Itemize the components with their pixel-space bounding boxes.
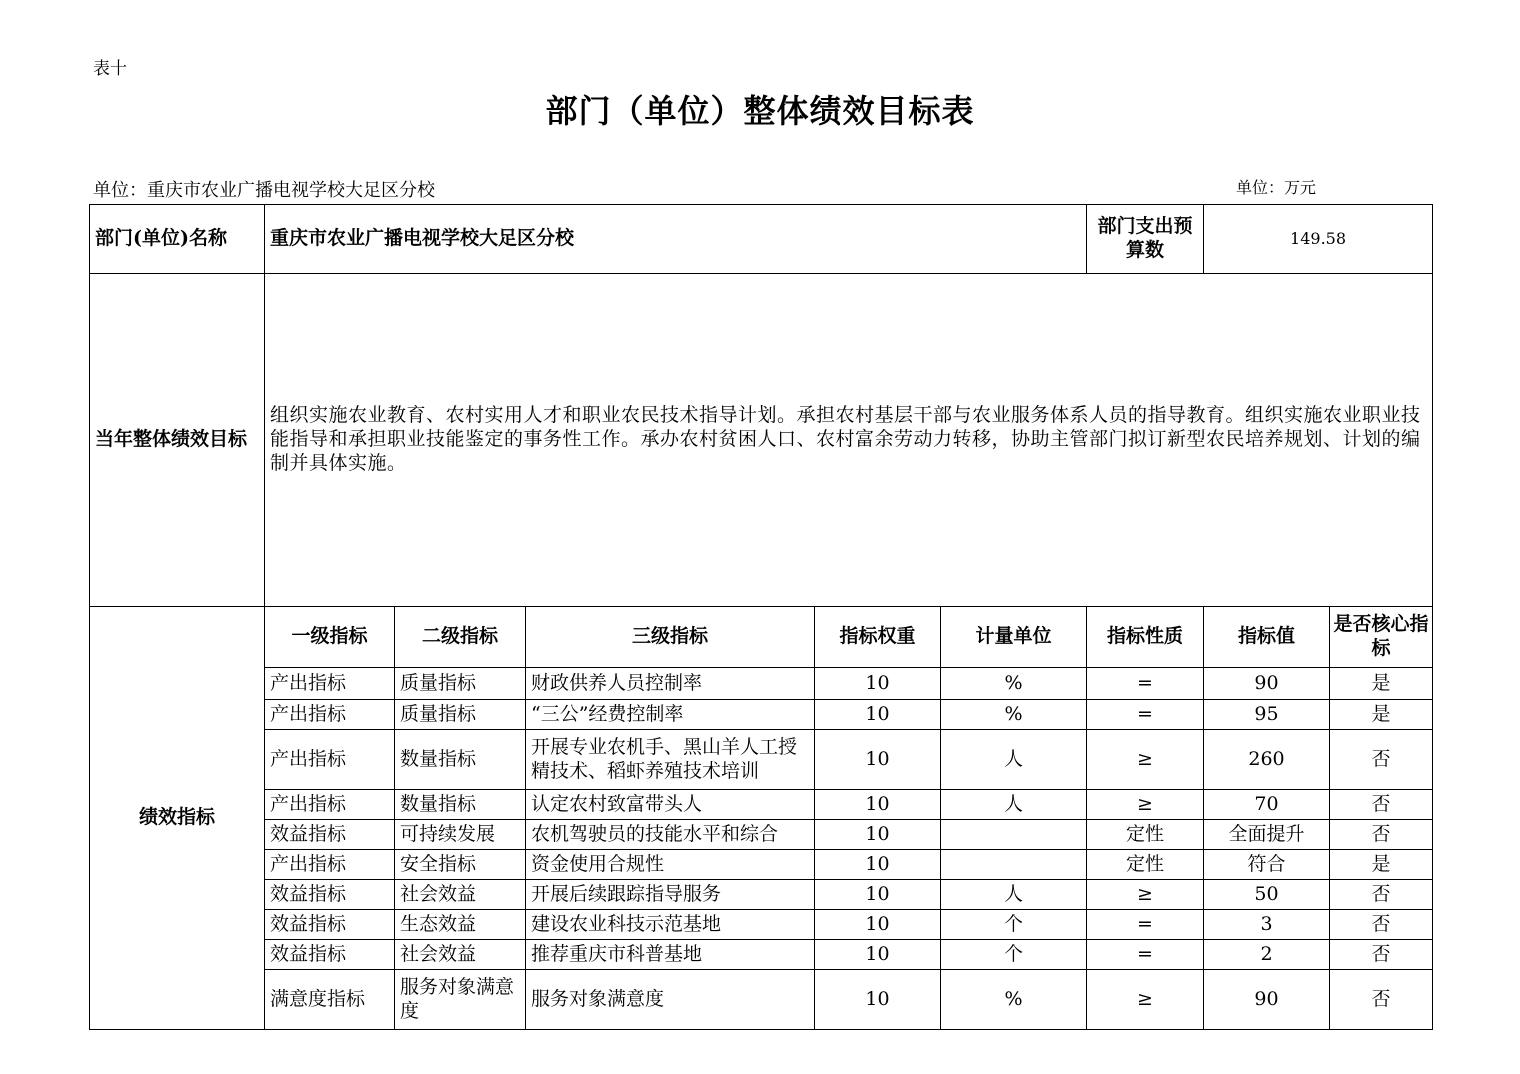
core-cell: 否 (1330, 730, 1433, 790)
weight-cell: 10 (815, 700, 941, 730)
nature-cell: = (1087, 700, 1204, 730)
indicator-header-row (90, 607, 1433, 668)
level1-cell: 产出指标 (265, 700, 395, 730)
level2-cell: 可持续发展 (395, 820, 526, 850)
core-cell: 否 (1330, 820, 1433, 850)
unit-cell: % (941, 668, 1087, 700)
header-level2: 二级指标 (395, 607, 526, 668)
level2-cell: 生态效益 (395, 910, 526, 940)
level1-cell: 效益指标 (265, 940, 395, 970)
level2-cell: 社会效益 (395, 880, 526, 910)
level1-cell: 产出指标 (265, 668, 395, 700)
unit-cell: % (941, 700, 1087, 730)
unit-cell: 人 (941, 730, 1087, 790)
budget-label: 部门支出预算数 (1087, 205, 1204, 274)
goal-text: 组织实施农业教育、农村实用人才和职业农民技术指导计划。承担农村基层干部与农业服务体系人员的指导教育。组织实施农业职业技能指导和承担职业技能鉴定的事务性工作。承办农村贫困人口、农村富余劳动力转移，协助主管部门拟订新型农民培养规划、计划的编制并具体实施。 (265, 274, 1433, 607)
level1-cell: 效益指标 (265, 880, 395, 910)
core-cell: 否 (1330, 880, 1433, 910)
weight-cell: 10 (815, 940, 941, 970)
level3-cell: 推荐重庆市科普基地 (526, 940, 815, 970)
level3-cell: “三公”经费控制率 (526, 700, 815, 730)
indicator-row (90, 880, 1433, 910)
value-cell: 50 (1204, 880, 1330, 910)
value-cell: 全面提升 (1204, 820, 1330, 850)
header-level1: 一级指标 (265, 607, 395, 668)
level1-cell: 产出指标 (265, 790, 395, 820)
header-value: 指标值 (1204, 607, 1330, 668)
level1-cell: 满意度指标 (265, 970, 395, 1030)
indicators-section-label: 绩效指标 (90, 607, 265, 1030)
unit-cell: 人 (941, 790, 1087, 820)
dept-name-label: 部门(单位)名称 (90, 205, 265, 274)
dept-name-value: 重庆市农业广播电视学校大足区分校 (265, 205, 1087, 274)
goal-row (90, 274, 1433, 607)
level1-cell: 产出指标 (265, 850, 395, 880)
weight-cell: 10 (815, 910, 941, 940)
indicator-row (90, 910, 1433, 940)
unit-cell (941, 850, 1087, 880)
core-cell: 否 (1330, 970, 1433, 1030)
level2-cell: 社会效益 (395, 940, 526, 970)
indicator-row (90, 820, 1433, 850)
weight-cell: 10 (815, 790, 941, 820)
core-cell: 否 (1330, 790, 1433, 820)
nature-cell: 定性 (1087, 820, 1204, 850)
level3-cell: 开展专业农机手、黑山羊人工授精技术、稻虾养殖技术培训 (526, 730, 815, 790)
indicator-row (90, 850, 1433, 880)
level1-cell: 产出指标 (265, 730, 395, 790)
weight-cell: 10 (815, 880, 941, 910)
weight-cell: 10 (815, 970, 941, 1030)
weight-cell: 10 (815, 850, 941, 880)
unit-cell: % (941, 970, 1087, 1030)
value-cell: 90 (1204, 668, 1330, 700)
value-cell: 3 (1204, 910, 1330, 940)
core-cell: 否 (1330, 910, 1433, 940)
value-cell: 70 (1204, 790, 1330, 820)
organization-unit: 单位：重庆市农业广播电视学校大足区分校 (93, 180, 435, 201)
unit-cell: 人 (941, 880, 1087, 910)
level3-cell: 资金使用合规性 (526, 850, 815, 880)
value-cell: 2 (1204, 940, 1330, 970)
indicator-row (90, 700, 1433, 730)
nature-cell: = (1087, 668, 1204, 700)
level3-cell: 开展后续跟踪指导服务 (526, 880, 815, 910)
nature-cell: ≥ (1087, 730, 1204, 790)
level3-cell: 认定农村致富带头人 (526, 790, 815, 820)
nature-cell: 定性 (1087, 850, 1204, 880)
indicator-row (90, 970, 1433, 1030)
goal-label: 当年整体绩效目标 (90, 274, 265, 607)
nature-cell: ≥ (1087, 790, 1204, 820)
weight-cell: 10 (815, 820, 941, 850)
level3-cell: 财政供养人员控制率 (526, 668, 815, 700)
value-cell: 95 (1204, 700, 1330, 730)
indicator-row (90, 940, 1433, 970)
indicator-row (90, 668, 1433, 700)
summary-row (90, 205, 1433, 274)
value-cell: 90 (1204, 970, 1330, 1030)
budget-value: 149.58 (1204, 205, 1433, 274)
header-nature: 指标性质 (1087, 607, 1204, 668)
level3-cell: 服务对象满意度 (526, 970, 815, 1030)
core-cell: 否 (1330, 940, 1433, 970)
weight-cell: 10 (815, 668, 941, 700)
header-weight: 指标权重 (815, 607, 941, 668)
performance-table (89, 204, 1433, 1030)
level1-cell: 效益指标 (265, 910, 395, 940)
header-core: 是否核心指标 (1330, 607, 1433, 668)
level3-cell: 建设农业科技示范基地 (526, 910, 815, 940)
unit-cell: 个 (941, 940, 1087, 970)
page-title: 部门（单位）整体绩效目标表 (545, 92, 975, 130)
nature-cell: ≥ (1087, 880, 1204, 910)
core-cell: 是 (1330, 668, 1433, 700)
level3-cell: 农机驾驶员的技能水平和综合 (526, 820, 815, 850)
level2-cell: 质量指标 (395, 668, 526, 700)
level2-cell: 服务对象满意度 (395, 970, 526, 1030)
indicator-row (90, 790, 1433, 820)
unit-cell (941, 820, 1087, 850)
core-cell: 是 (1330, 850, 1433, 880)
indicator-row (90, 730, 1433, 790)
level2-cell: 安全指标 (395, 850, 526, 880)
nature-cell: = (1087, 940, 1204, 970)
level1-cell: 效益指标 (265, 820, 395, 850)
core-cell: 是 (1330, 700, 1433, 730)
nature-cell: ≥ (1087, 970, 1204, 1030)
level2-cell: 数量指标 (395, 790, 526, 820)
header-level3: 三级指标 (526, 607, 815, 668)
unit-cell: 个 (941, 910, 1087, 940)
weight-cell: 10 (815, 730, 941, 790)
table-number: 表十 (93, 59, 127, 79)
value-cell: 符合 (1204, 850, 1330, 880)
level2-cell: 数量指标 (395, 730, 526, 790)
value-cell: 260 (1204, 730, 1330, 790)
level2-cell: 质量指标 (395, 700, 526, 730)
header-unit: 计量单位 (941, 607, 1087, 668)
nature-cell: = (1087, 910, 1204, 940)
currency-unit: 单位：万元 (1236, 178, 1317, 197)
